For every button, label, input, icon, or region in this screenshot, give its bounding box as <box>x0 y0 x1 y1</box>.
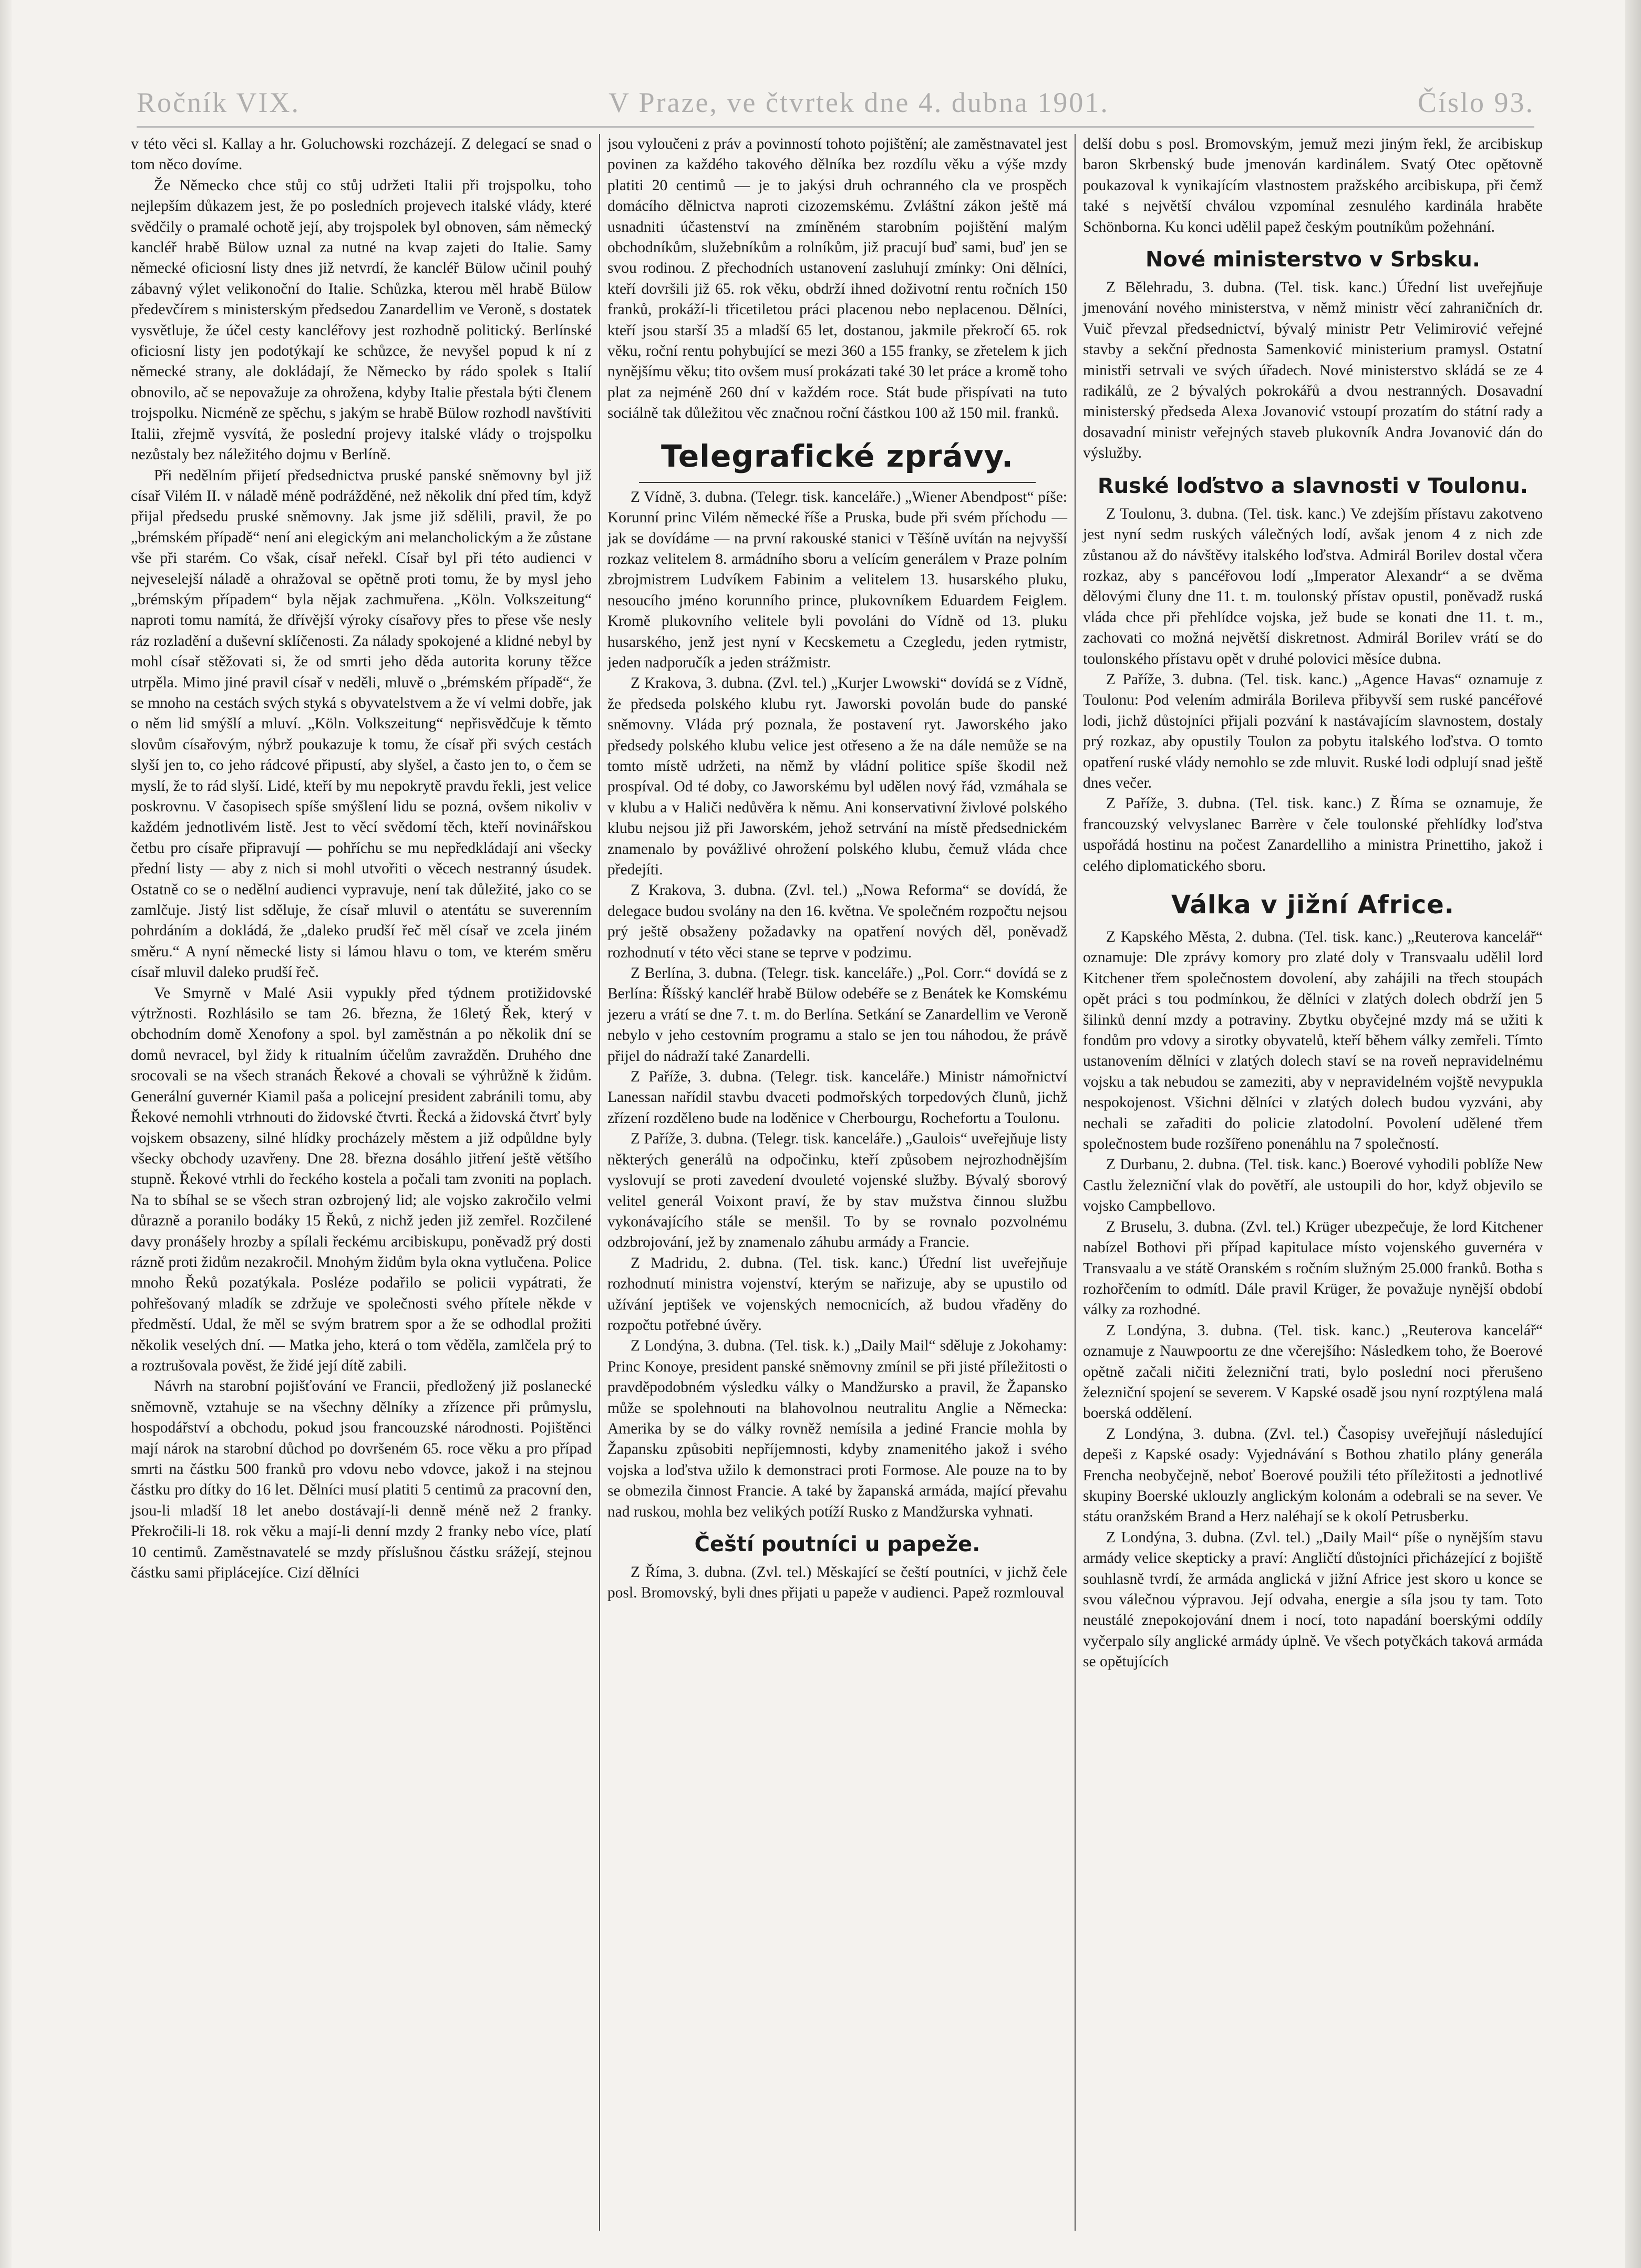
scan-edge-left <box>0 0 12 2268</box>
article-paragraph: jsou vyloučeni z práv a povinností tohoto pojištění; ale zaměstnavatel jest povinen za každého takového dělníka bez rozdílu věku a výše mzdy platiti 20 centimů — je to jakýsi druh ochranného cla ve prospěch domácího dělnictva naproti cizozemskému. Zvláštní zákon ještě má usnadniti účastenství na zmíněném starobním pojištění malým obchodníkům, služebníkům a rolníkům, již pracují buď sami, buď jen se svou rodinou. Z přechodních ustanovení zasluhují zmínky: Oni dělníci, kteří dovršili již 65. rok věku, obdrží ihned doživotní rentu ročních 150 franků, prokáží-li třicetiletou práci placenou nebo neplacenou. Dělníci, kteří jsou starší 35 a mladší 65 let, dostanou, jakmile překročí 65. rok věku, roční rentu pohybující se mezi 360 a 155 franky, se zřetelem k jich nynějšímu věku; tito ovšem musí prokázati také 30 let práce a kromě toho plat za nejméně 260 dní v každém roce. Stát bude přispívati na tuto sociálně tak důležitou věc značnou roční částkou 100 až 150 mil. franků. <box>607 136 1067 422</box>
scan-edge-right <box>1625 0 1641 2268</box>
column-1 <box>123 134 599 2231</box>
news-item: Z Madridu, 2. dubna. (Tel. tisk. kanc.) Úřední list uveřejňuje rozhodnutí ministra vojenství, kterým se nařizuje, aby se upustilo od užívání jeptišek ve vojenských nemocnicích, až budou vřaděny do rozpočtu potřebné úvěry. <box>607 1254 1067 1334</box>
page-header <box>137 79 1534 128</box>
news-item: Z Paříže, 3. dubna. (Tel. tisk. kanc.) „Agence Havas“ oznamuje z Toulonu: Pod velením admirála Borileva přibyvší sem ruské pancéřové lodi, jichž důstojníci přijali pozvání k nastávajícím slavnostem, dostaly prý rozkaz, aby opustily Toulon za pobytu italského loďstva. O tomto opatření ruské vlády nemohlo se zde mluvit. Ruské lodi odplují snad ještě dnes večer. <box>1083 671 1543 791</box>
section-heading-toulon: Ruské loďstvo a slavnosti v Toulonu. <box>1097 473 1529 498</box>
news-item: Z Bělehradu, 3. dubna. (Tel. tisk. kanc.) Úřední list uveřejňuje jmenování nového ministerstva, v němž ministr věcí zahraničních dr. Vuič převzal předsednictví, bývalý ministr Petr Velimirović veřejné stavby a sekční přednosta Samenković ministerium pramysl. Ostatní ministři setrvali ve svých úřadech. Nové ministerstvo skládá se ze 4 radikálů, ze 2 bývalých pokrokářů a dvou nestranných. Dosavadní ministerský předseda Alexa Jovanović vstoupí prozatím do státní rady a dosavadní ministr veřejných staveb plukovník Andra Jovanović dán do výslužby. <box>1083 279 1543 462</box>
news-item: Z Londýna, 3. dubna. (Zvl. tel.) „Daily Mail“ píše o nynějším stavu armády velice skepticky a praví: Angličtí důstojníci přicházející z bojiště souhlasně tvrdí, že armáda anglická v jižní Africe jest skoro u konce se svou válečnou výpravou. Její odvaha, energie a síla jsou ty tam. Toto neustálé znepokojování dnem i nocí, toto napadání boerskými oddíly vyčerpalo síly anglické armády úplně. Ve všech potyčkách taková armáda se opětujících <box>1083 1529 1543 1671</box>
column-2 <box>599 134 1075 2231</box>
news-item: Z Kapského Města, 2. dubna. (Tel. tisk. kanc.) „Reuterova kancelář“ oznamuje: Dle zprávy komory pro zlaté doly v Transvaalu udělil lord Kitchener třem společnostem dovolení, aby zahájili na třech stoupách opět práci s tou podmínkou, že dělníci v zlatých dolech obdrží jen 5 šilinků denní mzdy a potraviny. Zbytku obyčejné mzdy má se užiti k fondům pro vdovy a sirotky obyvatelů, kteří během války zemřeli. Tímto ustanovením dělníci v zlatých dolech staví se na roveň nepravidelnému vojsku a tak nebudou se zameziti, aby v nepravidelném vojště nevypukla nespokojenost. Všichni dělníci v zlatých dolech budou vyzváni, aby nechali se zařaditi do policie zlatodolní. Povolení udělené třem společnostem bude rozšířeno ponenáhlu na 7 společností. <box>1083 929 1543 1153</box>
column-3 <box>1075 134 1550 2231</box>
newspaper-page <box>123 134 1561 2231</box>
article-paragraph: v této věci sl. Kallay a hr. Goluchowski rozcházejí. Z delegací se snad o tom něco dovíme. <box>131 136 592 173</box>
article-paragraph: Že Německo chce stůj co stůj udržeti Italii při trojspolku, toho nejlepším důkazem jest, že po posledních projevech italské vlády, které svědčily o pramalé ochotě její, aby trojspolek byl obnoven, sám německý kancléř hrabě Bülow uznal za nutné na kvap zajeti do Italie. Samy německé oficiosní listy dnes již netvrdí, že kancléř Bülow učinil pouhý zábavný výlet velikonoční do Italie. Schůzka, kterou měl hrabě Bülow předevčírem s ministerským předsedou Zanardellim ve Veroně, s dostatek vysvětluje, že účel cesty kancléřovy jest rozhodně politický. Berlínské oficiosní listy jen podotýkají ke schůzce, že nevyšel popud k ní z německé strany, ale dokládají, že Německo by rádo spolek s Italií obnovilo, ač se nepovažuje za ohrožena, kdyby Italie přestala býti členem trojspolku. Nicméně ze spěchu, s jakým se hrabě Bülow rozhodl navštíviti Italii, zřejmě vysvítá, že poslední projevy italské vlády o trojspolku nezůstaly bez náležitého dojmu v Berlíně. <box>131 177 592 463</box>
news-item: Z Říma, 3. dubna. (Zvl. tel.) Měskající se čeští poutníci, v jichž čele posl. Bromovský, byli dnes přijati u papeže v audienci. Papež rozmlouval <box>607 1564 1067 1602</box>
article-paragraph: Při nedělním přijetí předsednictva pruské panské sněmovny byl již císař Vilém II. v náladě méně podrážděné, než několik dní před tím, když přijal předsedu pruské sněmovny. Jak jsme již sdělili, pravil, že po „brémském případě“ není ani elegickým ani melancholickým a že zůstane vše při starém. Co však, císař neřekl. Císař byl při této audienci v nejveselejší náladě a ohražoval se opětně proti tomu, že by mysl jeho „brémským případem“ byla nějak zachmuřena. „Köln. Volkszeitung“ naproti tomu namítá, že dřívější výroky císařovy přes to přese vše nesly ráz rozladění a duševní sklíčenosti. Za nálady spokojené a klidné nebyl by mohl císař stěžovati si, že od smrti jeho děda autorita koruny těžce utrpěla. Mimo jiné pravil císař v neděli, mluvě o „brémském případě“, že se mnoho na cestách svých styká s obyvatelstvem a že ví velmi dobře, jak o něm lid smýšlí a mluví. „Köln. Volkszeitung“ nepřisvědčuje k těmto slovům císařovým, nýbrž poukazuje k tomu, že císař při svých cestách slyší jen to, co jeho rádcové připustí, aby slyšel, a často jen to, o čem se myslí, že to rád slyší. Lidé, kteří by mu nepokrytě pravdu řekli, jest velice poskrovnu. V časopisech spíše smýšlení lidu se pozná, ovšem nikoliv v každém jednotlivém listě. Jest to věcí svědomí těch, kteří novinářskou četbu pro císaře připravují — pohříchu se mu nepředkládají ani všecky přední listy — aby z nich si mohl utvořiti o věcech nestranný úsudek. Ostatně co se o nedělní audienci vypravuje, není tak důležité, jako co se zamlčuje. Jistý list sděluje, že císař mluvil o atentátu se suverenním pohrdáním a dokládá, že „daleko prudší řeč měl císař ve zcela jiném směru.“ A nyní německé listy si lámou hlavu o tom, ve kterém směru císař mluvil daleko prudší řeč. <box>131 467 592 981</box>
news-item: Z Krakova, 3. dubna. (Zvl. tel.) „Nowa Reforma“ se dovídá, že delegace budou svolány na den 16. května. Ve společném rozpočtu nejsou prý ještě obsaženy požadavky na opatření nových děl, poněvadž rozhodnutí v této věci stane se teprve v podzimu. <box>607 882 1067 961</box>
news-item: Z Toulonu, 3. dubna. (Tel. tisk. kanc.) Ve zdejším přístavu zakotveno jest nyní sedm ruských válečných lodí, avšak jenom 4 z nich zde zůstanou až do návštěvy italského loďstva. Admirál Borilev dostal včera rozkaz, aby s pancéřovou lodí „Imperator Alexandr“ a se dvěma dělovými čluny dne 11. t. m. toulonský přístav opustil, poněvadž ruská vláda chce při přehlídce vojska, jež bude se konati dne 11. t. m., zachovati co možná největší diskretnost. Admirál Borilev vrátí se do toulonského přístavu opět v druhé polovici měsíce dubna. <box>1083 505 1543 667</box>
article-paragraph: Ve Smyrně v Malé Asii vypukly před týdnem protižidovské výtržnosti. Rozhlásilo se tam 26. března, že 16letý Řek, který v obchodním domě Xenofony a spol. byl zaměstnán a po několik dní se domů nevracel, byl židy k ritualním účelům zavražděn. Druhého dne srocovali se na všech stranách Řekové a chovali se výhrůžně k židům. Generální guvernér Kiamil paša a policejní president zabránili tomu, aby Řekové nemohli vtrhnouti do židovské čtvrti. Řecká a židovská čtvrť byly vojskem obsazeny, silné hlídky procházely městem a již odpůldne byly všecky obchody uzavřeny. Dne 28. března dosáhlo jitření ještě většího stupně. Řekové vtrhli do řeckého kostela a počali tam zvoniti na poplach. Na to sbíhal se se všech stran ozbrojený lid; ale vojsko zakročilo velmi důrazně a poranilo bodáky 15 Řeků, z nichž jeden již zemřel. Rozčilené davy pronášely hrozby a spílali řeckému arcibiskupu, poněvadž prý dosti rázně proti židům nezakročil. Mnohým židům byla okna vytlučena. Police mnoho Řeků pozatýkala. Posléze podařilo se policii vypátrati, že pohřešovaný mladík se zdržuje ve společnosti svého přítele někde v předměstí. Udal, že měl se svým bratrem spor a že se odhodlal prožiti několik veselých dní. — Matka jeho, která o tom věděla, zamlčela prý to a roztrušovala pověst, že židé její dítě zabili. <box>131 984 592 1374</box>
news-item: Z Londýna, 3. dubna. (Tel. tisk. k.) „Daily Mail“ sděluje z Jokohamy: Princ Konoye, president panské sněmovny zmínil se při jisté příležitosti o pravděpodobném výsledku války o Mandžursko a pravil, že Žapansko může se spolehnouti na blahovolnou neutralitu Anglie a Německa: Amerika by se do války rovněž nemísila a jediné Francie mohla by Žapansku způsobiti nepříjemnosti, kdyby znamenitého jakož i svého vojska a loďstva užilo k demonstraci proti Formose. Ale pouze na to by se obmezila činnost Francie. A také by žapanská armáda, mající převahu nad ruskou, mohla bez velikých potíží Rusko z Mandžurska vyhnati. <box>607 1337 1067 1520</box>
header-volume: Ročník VIX. <box>137 87 300 118</box>
news-item: Z Paříže, 3. dubna. (Tel. tisk. kanc.) Z Říma se oznamuje, že francouzský velvyslanec Barrère v čele toulonské přehlídky loďstva uspořádá hostinu na počest Zanardelliho a ministra Prinettiho, jakož i celého diplomatického sboru. <box>1083 795 1543 874</box>
section-heading-south-africa: Válka v jižní Africe. <box>1171 890 1454 920</box>
article-paragraph: Návrh na starobní pojišťování ve Francii, předložený již poslanecké sněmovně, vztahuje se na všechny dělníky a zřízence při průmyslu, hospodářství a obchodu, pokud jsou francouzské národnosti. Pojištěnci mají nárok na starobní důchod po dovršeném 65. roce věku a pro případ smrti na částku 500 franků pro vdovu nebo vdovce, jakož i na stejnou částku pro dítky do 16 let. Dělníci musí platiti 5 centimů za pracovní den, jsou-li mladší 18 let anebo dostávají-li denně méně než 2 franky. Překročili-li 18. rok věku a mají-li denní mzdy 2 franky nebo více, platí 10 centimů. Zaměstnavatelé se mzdy příslušnou částku srážejí, stejnou částku sami připlácejíce. Cizí dělníci <box>131 1378 592 1582</box>
section-heading-telegrams: Telegrafické zprávy. <box>660 438 1014 474</box>
section-heading-serbia: Nové ministerstvo v Srbsku. <box>1145 248 1481 272</box>
news-item: Z Londýna, 3. dubna. (Tel. tisk. kanc.) „Reuterova kancelář“ oznamuje z Nauwpoortu ze dne včerejšího: Následkem toho, že Boerové opětně začali ničiti železniční trati, bylo poslední noci přerušeno železniční spojení se severem. V Kapské osadě jsou nyní rozptýlena malá boerská oddělení. <box>1083 1322 1543 1422</box>
news-item: Z Vídně, 3. dubna. (Telegr. tisk. kanceláře.) „Wiener Abendpost“ píše: Korunní princ Vilém německé říše a Pruska, bude při svém příchodu — jak se dovídáme — na první rakouské stanici v Těšíně uvítán na nejvyšší rozkaz velitelem 8. armádního sboru a velícím generálem v Praze polním zbrojmistrem Ludvíkem Fabinim a velitelem 13. husarského pluku, nesoucího jméno korunního prince, plukovníkem Eduardem Feiglem. Kromě plukovního velitele byli povoláni do Vídně od 13. pluku husarského, jenž jest nyní v Kecskemetu a Czegledu, jeden rytmistr, jeden nadporučík a jeden strážmistr. <box>607 488 1067 671</box>
news-item: Z Durbanu, 2. dubna. (Tel. tisk. kanc.) Boerové vyhodili poblíže New Castlu železniční vlak do povětří, ale ustoupili do hor, když objevilo se vojsko Campbellovo. <box>1083 1156 1543 1215</box>
header-issue-number: Číslo 93. <box>1417 87 1534 118</box>
news-item: Z Berlína, 3. dubna. (Telegr. tisk. kanceláře.) „Pol. Corr.“ dovídá se z Berlína: Říšský kancléř hrabě Bülow odebéře se z Benátek ke Komskému jezeru a vrátí se dne 7. t. m. do Berlína. Setkání se Zanardellim ve Veroně nebylo v jeho cestovním programu a stalo se jen tou náhodou, že právě přijel do nádraží také Zanardelli. <box>607 965 1067 1065</box>
news-item: Z Londýna, 3. dubna. (Zvl. tel.) Časopisy uveřejňují následující depeši z Kapské osady: Vyjednávání s Bothou zhatilo plány generála Frencha neobyčejně, neboť Boerové použili této příležitosti a jednotlivé skupiny Boerské uklouzly anglickým kolonám a odebrali se na sever. Ve státu oranžském Brand a Herz naléhají se k okolí Petrusberku. <box>1083 1425 1543 1525</box>
news-item: Z Paříže, 3. dubna. (Telegr. tisk. kanceláře.) „Gaulois“ uveřejňuje listy některých generálů na odpočinku, kteří způsobem nejrozhodnějším vyslovují se proti zavedení dvouleté vojenské služby. Bývalý sborový velitel generál Voixont praví, že by stav mužstva činnou službu vykonávajícího stále se menšil. To by se rovnalo pozvolnému odzbrojování, jež by znamenalo záhubu armády a Francie. <box>607 1130 1068 1251</box>
news-item: Z Bruselu, 3. dubna. (Zvl. tel.) Krüger ubezpečuje, že lord Kitchener nabízel Bothovi při případ kapitulace místo vojenského guvernéra v Transvaalu a ve státě Oranském s ročním služným 25.000 franků. Botha s rozhořčením to odmítl. Dále pravil Krüger, že považuje nynější období války za rozhodné. <box>1083 1218 1543 1318</box>
news-item: Z Krakova, 3. dubna. (Zvl. tel.) „Kurjer Lwowski“ dovídá se z Vídně, že předseda polského klubu ryt. Jaworski povolán bude do panské sněmovny. Vláda prý poznala, že postavení ryt. Jaworského jako předsedy polského klubu velice jest otřeseno a že na dále nemůže se na tomto místě udržeti, na němž by vládní politice spíše škodil než prospíval. Od té doby, co Jaworskému byl udělen nový řád, vzmáhala se v klubu a v Haliči nedůvěra k němu. Ani konservativní živlové polského klubu nejsou již při Jaworském, jehož setrvání na místě předsednickém znamenalo by povážlivé ohrožení polského klubu, čemuž vláda chce předejíti. <box>607 675 1067 878</box>
article-paragraph: delší dobu s posl. Bromovským, jemuž mezi jiným řekl, že arcibiskup baron Skrbenský bude jmenován kardinálem. Svatý Otec opětovně poukazoval k vynikajícím vlastnostem pražského arcibiskupa, při čemž také s největší chválou vzpomínal zesnulého kardinála hraběte Schönborna. Ku konci udělil papež českým poutníkům požehnání. <box>1083 136 1543 235</box>
divider <box>639 482 1036 483</box>
news-item: Z Paříže, 3. dubna. (Telegr. tisk. kanceláře.) Ministr námořnictví Lanessan nařídil stavbu dvaceti podmořských torpedových člunů, jichž zřízení rozděleno bude na loděnice v Cherbourgu, Rochefortu a Toulonu. <box>607 1068 1067 1127</box>
section-heading-pilgrims: Čeští poutníci u papeže. <box>694 1532 981 1556</box>
header-dateline: V Praze, ve čtvrtek dne 4. dubna 1901. <box>608 87 1109 118</box>
